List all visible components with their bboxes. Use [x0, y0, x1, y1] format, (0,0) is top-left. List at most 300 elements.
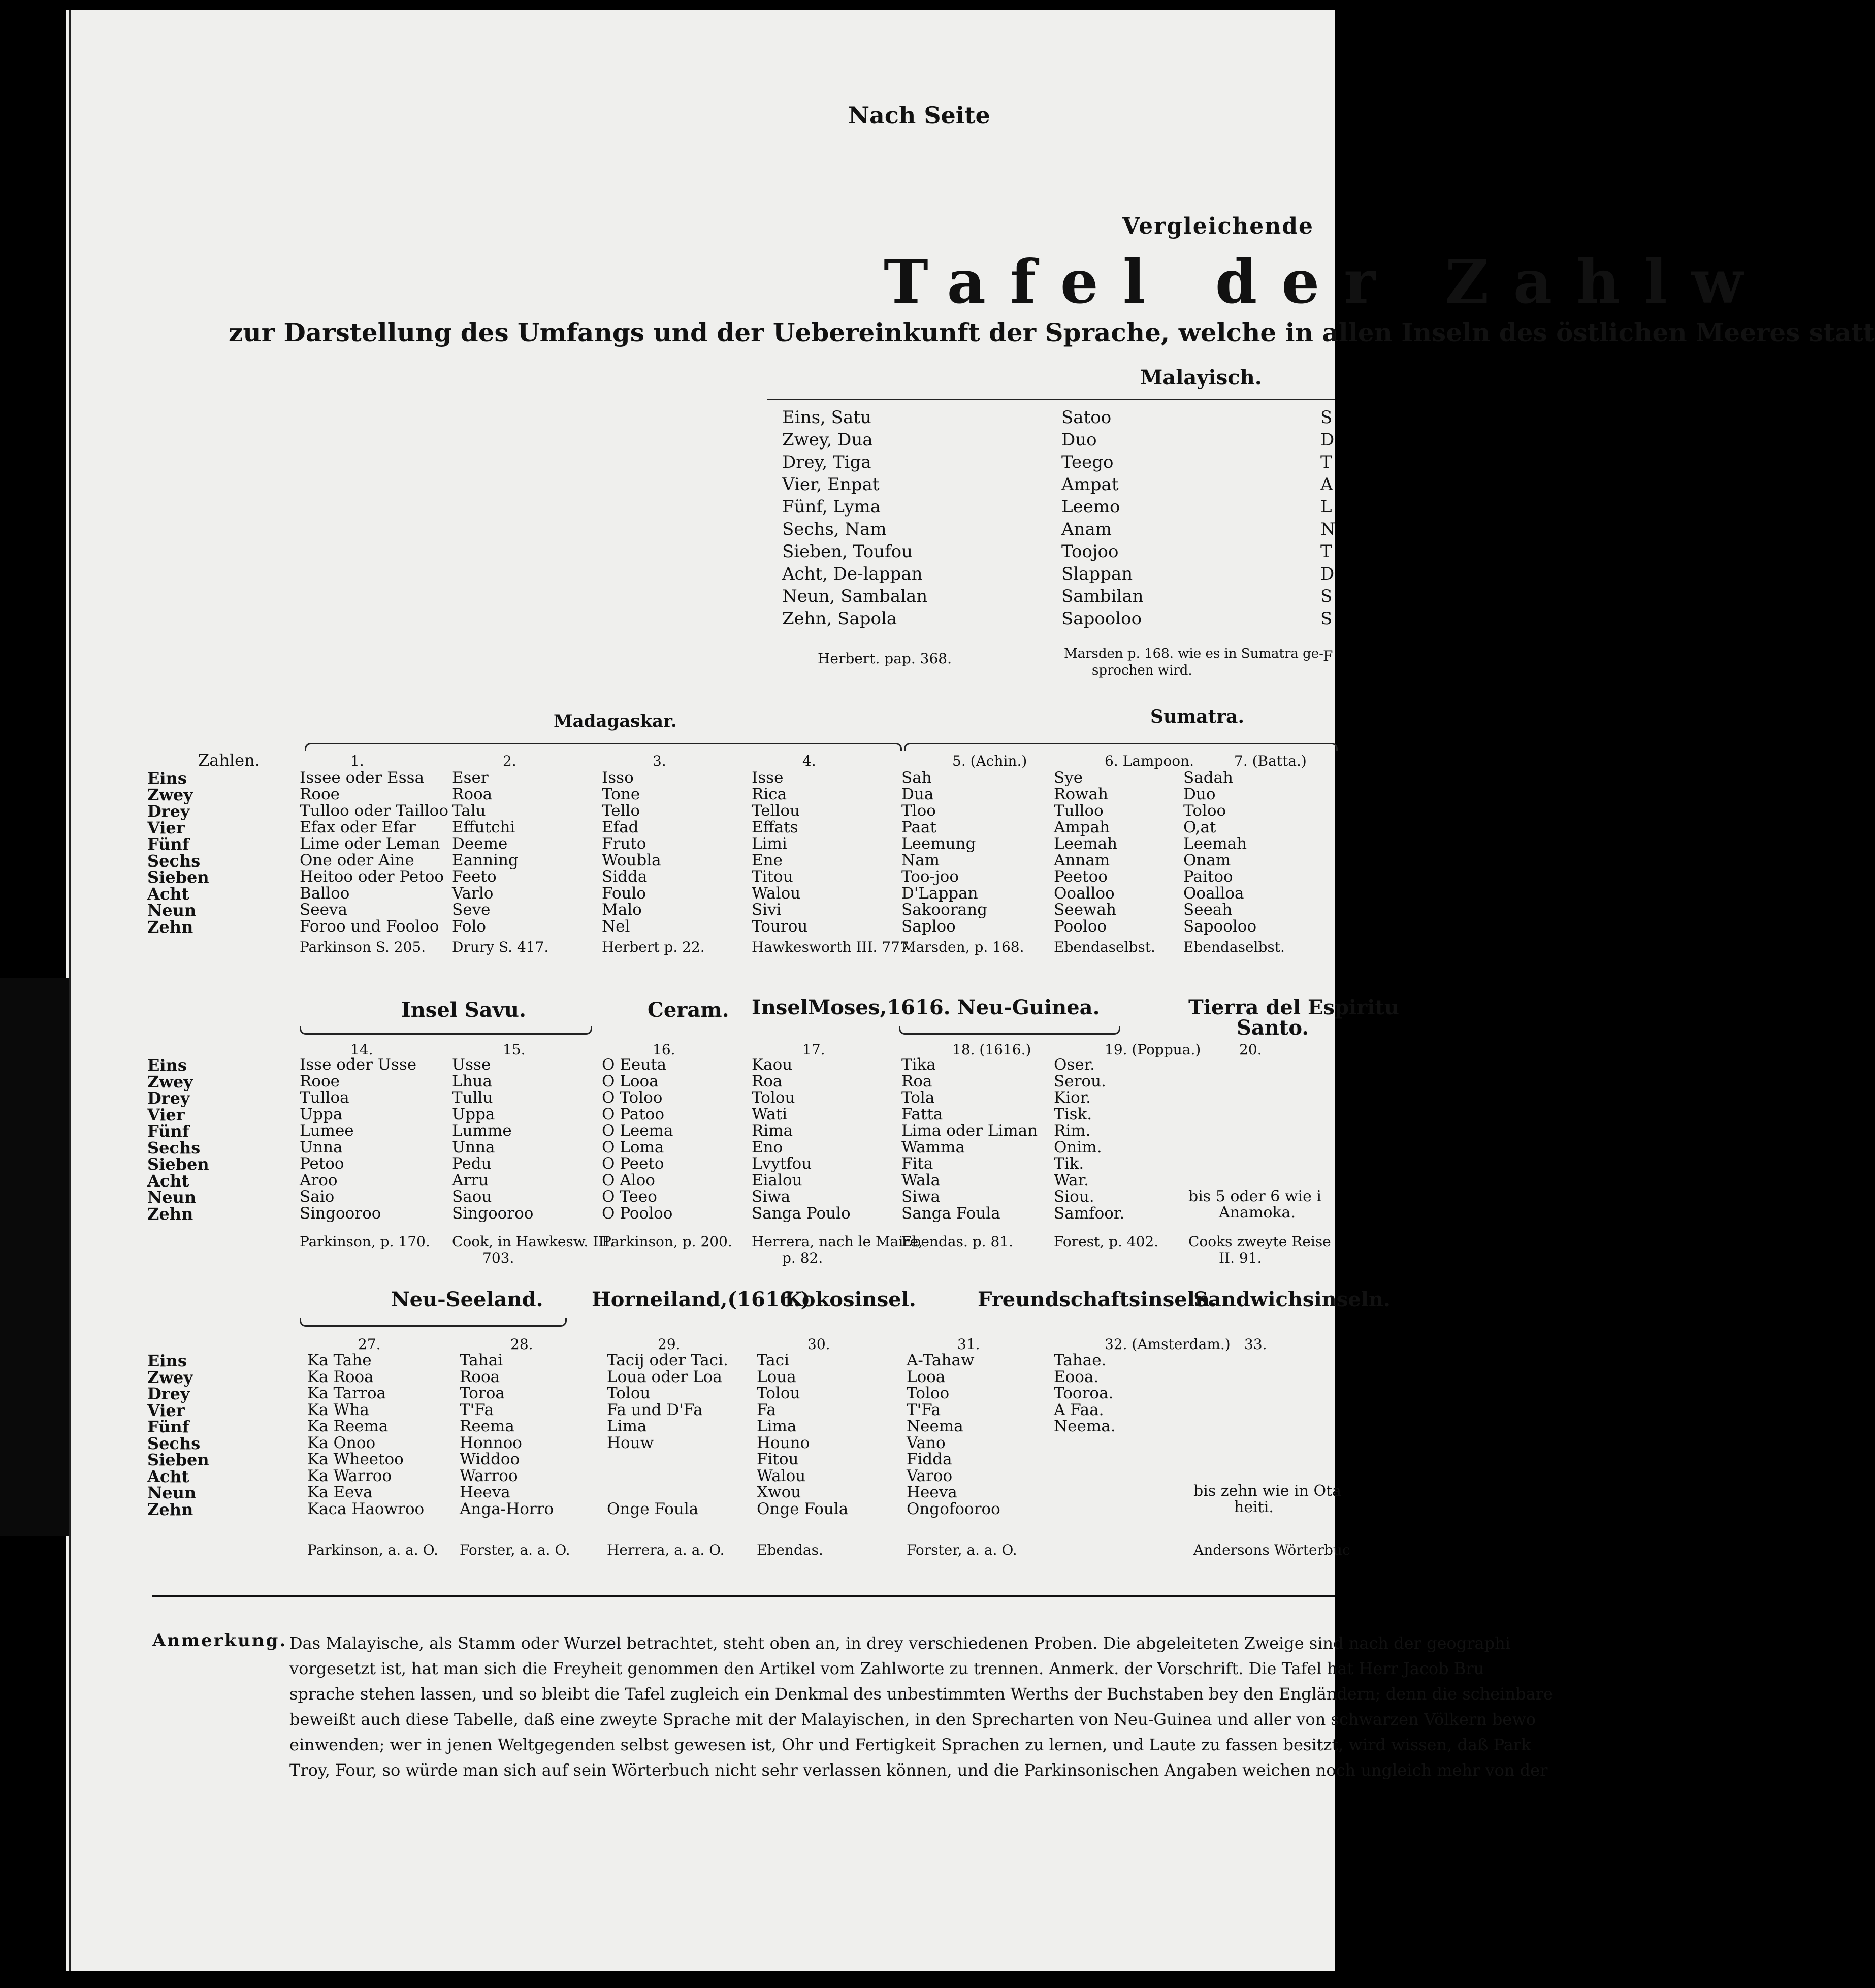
table-cell: Lime oder Leman	[300, 835, 440, 853]
source-citation: Herrera, nach le Maire,	[752, 1233, 923, 1250]
malay-cell: Zehn, Sapola	[782, 608, 897, 629]
malay-cell: Zwey, Dua	[782, 430, 873, 450]
column-number: 16.	[653, 1041, 675, 1058]
source-citation: Parkinson, p. 200.	[602, 1233, 732, 1250]
table-cell: Tolou	[607, 1384, 651, 1402]
table-cell: Oser.	[1054, 1055, 1095, 1074]
table-cell: Arru	[452, 1171, 489, 1190]
table-cell: Loua	[757, 1367, 796, 1386]
table-cell: Singooroo	[452, 1204, 534, 1223]
table-cell: Rooa	[452, 785, 493, 804]
table-cell: Duo	[1183, 785, 1216, 804]
table-cell: Rica	[752, 785, 787, 804]
malay-cell: S	[1320, 608, 1333, 629]
malay-cell: Sambilan	[1061, 586, 1144, 606]
table-cell: Lvytfou	[752, 1155, 812, 1173]
malay-rule	[767, 399, 1335, 400]
source-citation: Parkinson S. 205.	[300, 939, 426, 955]
table-cell: Seewah	[1054, 901, 1116, 919]
table-cell: Fatta	[901, 1105, 943, 1124]
table-cell: Rooa	[460, 1367, 500, 1386]
column-number: 15.	[503, 1041, 526, 1058]
table-cell: Tahae.	[1054, 1351, 1107, 1369]
table-cell: Sanga Poulo	[752, 1204, 851, 1223]
table-cell: Widdoo	[460, 1450, 520, 1468]
heading-insel-moses: InselMoses,1616.	[752, 996, 951, 1019]
table-cell: Uppa	[452, 1105, 495, 1124]
table-cell: Ka Wheetoo	[307, 1450, 404, 1468]
brace-madagaskar	[305, 743, 902, 751]
source-citation: Forest, p. 402.	[1054, 1233, 1159, 1250]
heading-horneiland: Horneiland,(1616.)	[592, 1288, 811, 1311]
table-cell: Onge Foula	[607, 1499, 699, 1518]
table-cell: Tahai	[460, 1351, 503, 1369]
table-cell: Annam	[1054, 851, 1110, 870]
table-cell: Eno	[752, 1138, 783, 1157]
numeral-label: Zwey	[147, 1367, 193, 1387]
numeral-label: Fünf	[147, 1121, 189, 1141]
table-cell: Rooe	[300, 1072, 340, 1091]
table-cell: Ka Rooa	[307, 1367, 374, 1386]
source-citation-2: 703.	[482, 1249, 514, 1266]
table-cell: Eooa.	[1054, 1367, 1099, 1386]
table-cell: Tooroa.	[1054, 1384, 1114, 1402]
table-cell: D'Lappan	[901, 884, 978, 903]
table-cell: Singooroo	[300, 1204, 381, 1223]
table-cell: Onge Foula	[757, 1499, 849, 1518]
table-cell: O Loma	[602, 1138, 664, 1157]
column-number: 3.	[653, 753, 666, 769]
table-cell: Roa	[901, 1072, 932, 1091]
table-cell: Tone	[602, 785, 640, 804]
numeral-label: Zehn	[147, 1204, 193, 1224]
source-marsden: Marsden p. 168. wie es in Sumatra ge-	[1064, 646, 1323, 661]
table-cell: Houw	[607, 1433, 654, 1452]
table-cell: Heeva	[460, 1483, 510, 1501]
table-cell: Malo	[602, 901, 642, 919]
table-cell: O Pooloo	[602, 1204, 673, 1223]
table-cell: T'Fa	[907, 1400, 941, 1419]
source-citation: Marsden, p. 168.	[901, 939, 1024, 955]
table-cell: Balloo	[300, 884, 350, 903]
malay-cell: Sechs, Nam	[782, 519, 887, 539]
page-reference: Nach Seite	[848, 102, 990, 129]
table-cell: Wati	[752, 1105, 788, 1124]
table-cell: Sanga Foula	[901, 1204, 1000, 1223]
table-cell: O Eeuta	[602, 1055, 667, 1074]
page-title: Tafel der Zahlw	[884, 246, 1768, 317]
table-cell: Samfoor.	[1054, 1204, 1125, 1223]
table-cell: Leemah	[1183, 835, 1247, 853]
table-cell: Titou	[752, 868, 793, 886]
table-cell: Sapooloo	[1183, 917, 1257, 936]
source-citation: Herbert p. 22.	[602, 939, 705, 955]
malay-cell: T	[1320, 452, 1332, 472]
brace-savu	[300, 1026, 592, 1035]
malay-cell: Slappan	[1061, 564, 1133, 584]
table-cell: Too-joo	[901, 868, 959, 886]
table-cell: One oder Aine	[300, 851, 414, 870]
table-cell: Pooloo	[1054, 917, 1107, 936]
table-cell: Nam	[901, 851, 940, 870]
heading-madagaskar: Madagaskar.	[554, 711, 677, 731]
table-cell: Folo	[452, 917, 487, 936]
table-cell: Varoo	[907, 1466, 953, 1485]
malay-cell: S	[1320, 586, 1333, 606]
numeral-label: Neun	[147, 1188, 197, 1207]
table-cell: Taci	[757, 1351, 790, 1369]
table-cell: Isse oder Usse	[300, 1055, 417, 1074]
table-cell: Siou.	[1054, 1188, 1094, 1206]
source-citation: Ebendaselbst.	[1054, 939, 1155, 955]
zahlen-label: Zahlen.	[198, 751, 260, 770]
table-cell: Tolou	[752, 1088, 795, 1107]
table-cell: Ka Onoo	[307, 1433, 376, 1452]
column-number: 20.	[1239, 1041, 1262, 1058]
brace-sumatra	[904, 743, 1338, 751]
table-cell: O Patoo	[602, 1105, 665, 1124]
table-cell: Tello	[602, 801, 640, 820]
numeral-label: Sechs	[147, 1138, 201, 1158]
table-cell: Ka Warroo	[307, 1466, 392, 1485]
anmerkung-line: einwenden; wer in jenen Weltgegenden selbst gewesen ist, Ohr und Fertigkeit Sprachen zu lernen, und Laute zu fassen besitzt, wird wissen, daß Park	[289, 1735, 1531, 1754]
malay-cell: T	[1320, 541, 1332, 562]
anmerkung-line: vorgesetzt ist, hat man sich die Freyheit genommen den Artikel vom Zahlworte zu trennen. Anmerk. der Vorschrift. Die Tafel hat Herr Jacob Bru	[289, 1659, 1484, 1678]
table-cell: Eser	[452, 768, 489, 787]
column-number: 30.	[807, 1336, 830, 1353]
source-citation: Herrera, a. a. O.	[607, 1542, 725, 1558]
table-cell: Lima oder Liman	[901, 1121, 1038, 1140]
table-cell: Vano	[907, 1433, 946, 1452]
source-citation: Andersons Wörterbuc	[1193, 1542, 1350, 1558]
table-cell: Lima	[757, 1417, 797, 1435]
table-cell: Rim.	[1054, 1121, 1091, 1140]
table-cell: Unna	[452, 1138, 495, 1157]
table-cell: Woubla	[602, 851, 661, 870]
malay-cell: Vier, Enpat	[782, 474, 880, 495]
table-cell: Sye	[1054, 768, 1083, 787]
table-cell: Kaca Haowroo	[307, 1499, 425, 1518]
table-cell: Tika	[901, 1055, 936, 1074]
anmerkung-text	[289, 1630, 1553, 1783]
table-cell: Eanning	[452, 851, 519, 870]
column-number: 5. (Achin.)	[952, 753, 1027, 769]
table-cell: Fruto	[602, 835, 646, 853]
malay-cell: Satoo	[1061, 407, 1112, 428]
column-number: 27.	[358, 1336, 381, 1353]
table-cell: Tacij oder Taci.	[607, 1351, 728, 1369]
numeral-label: Fünf	[147, 1417, 189, 1436]
table-cell: Isso	[602, 768, 634, 787]
source-citation: Cook, in Hawkesw. III.	[452, 1233, 615, 1250]
table-cell: Tik.	[1054, 1155, 1084, 1173]
table-cell: Paitoo	[1183, 868, 1233, 886]
table-cell: Tulloa	[300, 1088, 349, 1107]
source-citation: Ebendaselbst.	[1183, 939, 1285, 955]
table-cell: Neema.	[1054, 1417, 1116, 1435]
table-cell: Siwa	[901, 1188, 941, 1206]
table-cell: Toloo	[1183, 801, 1226, 820]
table-cell: Anga-Horro	[460, 1499, 554, 1518]
heading-freundschaftsinseln: Freundschaftsinseln.	[978, 1288, 1217, 1311]
source-herbert: Herbert. pap. 368.	[818, 650, 952, 667]
table-cell: Usse	[452, 1055, 491, 1074]
numeral-label: Neun	[147, 901, 197, 920]
source-citation: Ebendas.	[757, 1542, 823, 1558]
table-cell: Ka Wha	[307, 1400, 369, 1419]
table-cell: Kior.	[1054, 1088, 1091, 1107]
table-cell: Saploo	[901, 917, 956, 936]
numeral-label: Zehn	[147, 1499, 193, 1519]
table-cell: Ka Reema	[307, 1417, 389, 1435]
column-number: 1.	[350, 753, 364, 769]
malay-column-2	[1061, 406, 1143, 630]
table-cell: Fidda	[907, 1450, 952, 1468]
table-cell: Sidda	[602, 868, 648, 886]
table-cell: Foroo und Fooloo	[300, 917, 439, 936]
table-cell: O Teeo	[602, 1188, 657, 1206]
column-note-2: heiti.	[1234, 1498, 1274, 1516]
table-cell: Saio	[300, 1188, 335, 1206]
table-cell: Toroa	[460, 1384, 505, 1402]
heading-ceram: Ceram.	[648, 998, 729, 1022]
table-cell: Tola	[901, 1088, 935, 1107]
source-citation: Hawkesworth III. 777.	[752, 939, 914, 955]
heading-malayisch: Malayisch.	[1140, 366, 1262, 390]
anmerkung-line: sprache stehen lassen, und so bleibt die Tafel zugleich ein Denkmal des unbestimmten Werths der Buchstaben bey den Engländern; denn die scheinbare	[289, 1684, 1553, 1704]
source-f: F	[1323, 648, 1333, 664]
table-cell: Lumee	[300, 1121, 354, 1140]
table-cell: Tellou	[752, 801, 800, 820]
numeral-label: Zwey	[147, 1072, 193, 1092]
table-cell: Wamma	[901, 1138, 965, 1157]
malay-cell: N	[1320, 519, 1336, 539]
table-cell: Ka Tarroa	[307, 1384, 386, 1402]
numeral-label: Vier	[147, 1105, 185, 1125]
numeral-label: Fünf	[147, 835, 189, 854]
numeral-label: Drey	[147, 1384, 190, 1403]
bottom-rule	[152, 1595, 1335, 1597]
anmerkung-line: Das Malayische, als Stamm oder Wurzel betrachtet, steht oben an, in drey verschiedenen Proben. Die abgeleiteten Zweige sind nach der geographi	[289, 1633, 1510, 1653]
table-cell: Foulo	[602, 884, 646, 903]
brace-neu-seeland	[300, 1318, 567, 1327]
source-citation: Cooks zweyte Reise	[1188, 1233, 1331, 1250]
table-cell: Heeva	[907, 1483, 957, 1501]
table-cell: Leemung	[901, 835, 976, 853]
table-cell: Walou	[757, 1466, 806, 1485]
table-cell: Kaou	[752, 1055, 793, 1074]
table-cell: Nel	[602, 917, 630, 936]
malay-column-3	[1320, 406, 1336, 630]
table-cell: Saou	[452, 1188, 492, 1206]
heading-neu-guinea: Neu-Guinea.	[957, 996, 1100, 1019]
table-cell: Peetoo	[1054, 868, 1108, 886]
table-cell: Eialou	[752, 1171, 802, 1190]
table-cell: O Leema	[602, 1121, 673, 1140]
table-cell: Houno	[757, 1433, 810, 1452]
malay-cell: Toojoo	[1061, 541, 1119, 562]
brace-guinea	[899, 1026, 1120, 1035]
table-cell: O,at	[1183, 818, 1216, 837]
heading-kokosinsel: Kokosinsel.	[785, 1288, 916, 1311]
malay-cell: Anam	[1061, 519, 1112, 539]
source-citation-2: p. 82.	[782, 1249, 823, 1266]
source-citation: Forster, a. a. O.	[460, 1542, 570, 1558]
table-cell: A Faa.	[1054, 1400, 1104, 1419]
table-cell: Seeah	[1183, 901, 1233, 919]
source-citation-2: II. 91.	[1219, 1249, 1262, 1266]
table-cell: Effutchi	[452, 818, 515, 837]
table-cell: Neema	[907, 1417, 963, 1435]
title-kicker: Vergleichende	[1122, 213, 1314, 239]
table-cell: Ene	[752, 851, 783, 870]
column-number: 7. (Batta.)	[1234, 753, 1307, 769]
heading-tierra-2: Santo.	[1237, 1016, 1309, 1040]
table-cell: Talu	[452, 801, 486, 820]
numeral-label: Sieben	[147, 1450, 209, 1469]
numeral-label: Eins	[147, 1351, 187, 1370]
malay-cell: Teego	[1061, 452, 1114, 472]
column-number: 6. Lampoon.	[1105, 753, 1194, 769]
table-cell: O Toloo	[602, 1088, 663, 1107]
table-cell: Tourou	[752, 917, 808, 936]
table-cell: Ka Eeva	[307, 1483, 373, 1501]
table-cell: Paat	[901, 818, 936, 837]
table-cell: T'Fa	[460, 1400, 494, 1419]
heading-sandwichsinseln: Sandwichsinseln.	[1193, 1288, 1391, 1311]
table-cell: Sadah	[1183, 768, 1234, 787]
table-cell: O Looa	[602, 1072, 659, 1091]
column-number: 18. (1616.)	[952, 1041, 1031, 1058]
malay-cell: S	[1320, 407, 1333, 428]
left-page-edge	[69, 10, 71, 1971]
table-cell: Fa und D'Fa	[607, 1400, 703, 1419]
table-cell: Fa	[757, 1400, 776, 1419]
malay-cell: D	[1320, 564, 1335, 584]
column-number: 31.	[957, 1336, 980, 1353]
source-citation: Forster, a. a. O.	[907, 1542, 1017, 1558]
table-cell: Isse	[752, 768, 784, 787]
table-cell: Onim.	[1054, 1138, 1102, 1157]
table-cell: Deeme	[452, 835, 508, 853]
numeral-label: Sieben	[147, 1155, 209, 1174]
table-cell: Tullu	[452, 1088, 493, 1107]
column-number: 19. (Poppua.)	[1105, 1041, 1201, 1058]
table-cell: Siwa	[752, 1188, 791, 1206]
table-cell: Ongofooroo	[907, 1499, 1000, 1518]
heading-sumatra: Sumatra.	[1150, 706, 1245, 727]
table-cell: Pedu	[452, 1155, 492, 1173]
column-number: 14.	[350, 1041, 373, 1058]
column-number: 17.	[802, 1041, 825, 1058]
table-cell: Heitoo oder Petoo	[300, 868, 444, 886]
numeral-label: Acht	[147, 1466, 189, 1486]
source-citation: Drury S. 417.	[452, 939, 549, 955]
table-cell: War.	[1054, 1171, 1089, 1190]
numeral-label: Vier	[147, 1400, 185, 1420]
numeral-label: Zwey	[147, 785, 193, 805]
column-note: bis zehn wie in Ota	[1193, 1482, 1342, 1500]
heading-neu-seeland: Neu-Seeland.	[391, 1288, 543, 1311]
numeral-label: Acht	[147, 1171, 189, 1191]
malay-cell: L	[1320, 497, 1332, 517]
numeral-label: Sechs	[147, 851, 201, 871]
malay-cell: Drey, Tiga	[782, 452, 871, 472]
malay-cell: Sieben, Toufou	[782, 541, 913, 562]
table-cell: Reema	[460, 1417, 514, 1435]
table-cell: Xwou	[757, 1483, 801, 1501]
numeral-label: Drey	[147, 1088, 190, 1108]
table-cell: Aroo	[300, 1171, 338, 1190]
numeral-label: Eins	[147, 1055, 187, 1075]
column-number: 28.	[510, 1336, 533, 1353]
malay-column-1	[782, 406, 927, 630]
table-cell: Ampah	[1054, 818, 1110, 837]
anmerkung-line: beweißt auch diese Tabelle, daß eine zweyte Sprache mit der Malayischen, in den Sprecharten von Neu-Guinea und aller von schwarzen Völkern bewo	[289, 1710, 1536, 1729]
table-cell: Lumme	[452, 1121, 512, 1140]
malay-cell: Acht, De-lappan	[782, 564, 923, 584]
column-number: 32. (Amsterdam.)	[1105, 1336, 1231, 1353]
table-cell: Serou.	[1054, 1072, 1106, 1091]
anmerkung-line: Troy, Four, so würde man sich auf sein Wörterbuch nicht sehr verlassen können, und die Parkinsonischen Angaben weichen noch ungleich mehr von der	[289, 1760, 1548, 1780]
table-cell: Tolou	[757, 1384, 800, 1402]
table-cell: Feeto	[452, 868, 497, 886]
table-cell: Uppa	[300, 1105, 343, 1124]
table-cell: Tisk.	[1054, 1105, 1092, 1124]
table-cell: Tulloo	[1054, 801, 1104, 820]
malay-cell: D	[1320, 430, 1335, 450]
table-cell: A-Tahaw	[907, 1351, 975, 1369]
numeral-label: Sieben	[147, 868, 209, 887]
malay-cell: Ampat	[1061, 474, 1119, 495]
table-cell: Wala	[901, 1171, 941, 1190]
source-citation: Parkinson, p. 170.	[300, 1233, 430, 1250]
table-cell: O Aloo	[602, 1171, 655, 1190]
table-cell: Efax oder Efar	[300, 818, 416, 837]
table-cell: Toloo	[907, 1384, 950, 1402]
malay-cell: Fünf, Lyma	[782, 497, 881, 517]
table-cell: Unna	[300, 1138, 343, 1157]
source-citation: Parkinson, a. a. O.	[307, 1542, 438, 1558]
table-cell: Limi	[752, 835, 787, 853]
table-cell: Leemah	[1054, 835, 1118, 853]
table-cell: Fitou	[757, 1450, 799, 1468]
malay-cell: Neun, Sambalan	[782, 586, 928, 606]
numeral-label: Drey	[147, 801, 190, 821]
table-cell: Warroo	[460, 1466, 518, 1485]
page-subtitle: zur Darstellung des Umfangs und der Uebereinkunft der Sprache, welche in allen Inseln des östlichen Meeres statt	[229, 317, 1875, 347]
table-cell: Rooe	[300, 785, 340, 804]
table-cell: Seve	[452, 901, 491, 919]
table-cell: Ooalloa	[1183, 884, 1244, 903]
malay-cell: Eins, Satu	[782, 407, 871, 428]
table-cell: Onam	[1183, 851, 1231, 870]
table-cell: Walou	[752, 884, 801, 903]
source-marsden-2: sprochen wird.	[1092, 663, 1192, 678]
malay-cell: Sapooloo	[1061, 608, 1142, 629]
table-cell: Dua	[901, 785, 934, 804]
numeral-label: Zehn	[147, 917, 193, 937]
table-cell: Varlo	[452, 884, 494, 903]
table-cell: Issee oder Essa	[300, 768, 425, 787]
column-number: 4.	[802, 753, 816, 769]
anmerkung-label: Anmerkung.	[152, 1630, 287, 1651]
table-cell: Ooalloo	[1054, 884, 1115, 903]
malay-cell: Leemo	[1061, 497, 1120, 517]
table-cell: O Peeto	[602, 1155, 664, 1173]
malay-cell: Duo	[1061, 430, 1097, 450]
numeral-label: Neun	[147, 1483, 197, 1502]
